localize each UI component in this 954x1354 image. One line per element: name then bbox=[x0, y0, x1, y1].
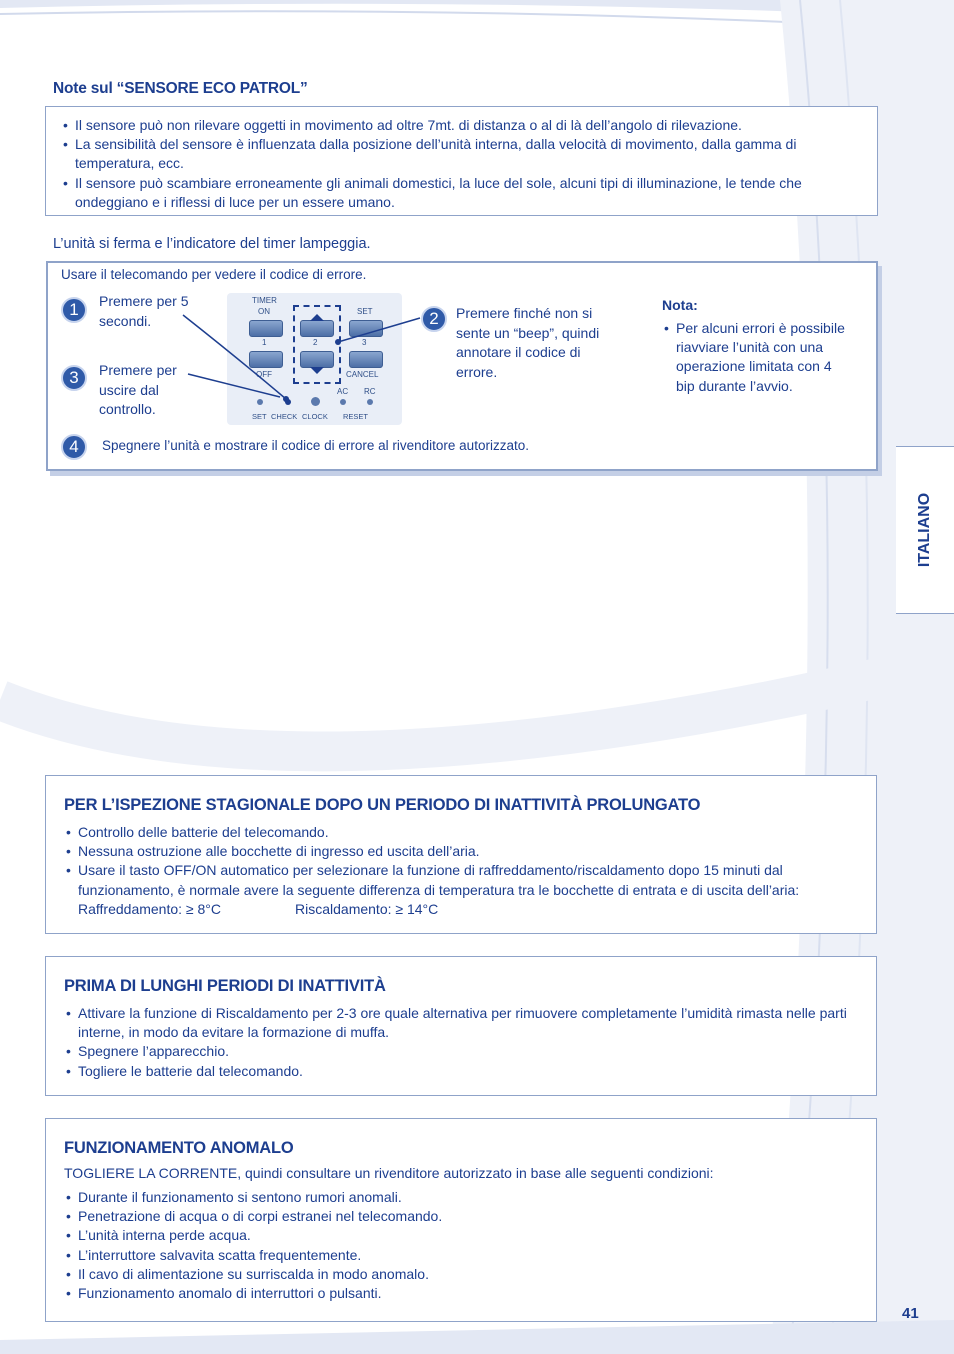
cooling-diff: Raffreddamento: ≥ 8°C bbox=[78, 900, 221, 917]
list-item: • Il sensore può non rilevare oggetti in movimento ad oltre 7mt. di distanza o al di là dell’angolo di rilevazione. bbox=[56, 116, 857, 135]
abnormal-list bbox=[64, 1188, 856, 1303]
list-item: • Usare il tasto OFF/ON automatico per selezionare la funzione di raffreddamento/riscaldamento dopo 15 minuti dal funzionamento, è normale avere la seguente differenza di temperatura tra le bocchette di entrata e di uscita dell’aria: bbox=[64, 861, 856, 899]
remote-label-1: 1 bbox=[262, 338, 267, 347]
remote-label-off: OFF bbox=[256, 370, 272, 379]
list-item: • L’interruttore salvavita scatta frequentemente. bbox=[64, 1246, 856, 1265]
list-item: • Togliere le batterie dal telecomando. bbox=[64, 1062, 856, 1081]
eco-patrol-title: Note sul “SENSORE ECO PATROL” bbox=[53, 80, 308, 97]
remote-label-bottom-set: SET bbox=[252, 412, 267, 421]
list-item: • Il cavo di alimentazione su surriscalda in modo anomalo. bbox=[64, 1265, 856, 1284]
list-item: • Nessuna ostruzione alle bocchette di ingresso ed uscita dell’aria. bbox=[64, 842, 856, 861]
abnormal-title: FUNZIONAMENTO ANOMALO bbox=[64, 1139, 294, 1157]
abnormal-intro: TOGLIERE LA CORRENTE, quindi consultare un rivenditore autorizzato in base alle seguenti condizioni: bbox=[64, 1165, 714, 1181]
remote-label-cancel: CANCEL bbox=[346, 370, 379, 379]
list-item: • Penetrazione di acqua o di corpi estranei nel telecomando. bbox=[64, 1207, 856, 1226]
list-item: • L’unità interna perde acqua. bbox=[64, 1226, 856, 1245]
long-inactivity-list bbox=[64, 1004, 856, 1081]
long-inactivity-title: PRIMA DI LUNGHI PERIODI DI INATTIVITÀ bbox=[64, 977, 386, 995]
remote-label-rc: RC bbox=[364, 387, 376, 396]
step-3-text: Premere per uscire dal controllo. bbox=[99, 362, 177, 417]
list-item: • Funzionamento anomalo di interruttori o pulsanti. bbox=[64, 1284, 856, 1303]
list-item: • Attivare la funzione di Riscaldamento per 2-3 ore quale alternativa per rimuovere completamente l’umidità rimasta nelle parti interne, in modo da evitare la formazione di muffa. bbox=[64, 1004, 856, 1042]
list-item: • Spegnere l’apparecchio. bbox=[64, 1042, 856, 1061]
step-4-badge: 4 bbox=[61, 434, 87, 460]
remote-label-bottom-check: CHECK bbox=[271, 412, 298, 421]
list-item: • La sensibilità del sensore è influenzata dalla posizione dell’unità interna, dalla velocità di movimento, dalla gamma di temperatura, ecc. bbox=[56, 135, 857, 173]
remote-label-bottom-clock: CLOCK bbox=[302, 412, 328, 421]
remote-label-bottom-reset: RESET bbox=[343, 412, 369, 421]
abnormal-operation-box bbox=[45, 1118, 877, 1322]
pointer-lines bbox=[0, 0, 954, 480]
step-3-badge: 3 bbox=[61, 365, 87, 391]
remote-label-2: 2 bbox=[313, 338, 318, 347]
timer-heading: L’unità si ferma e l’indicatore del timer lampeggia. bbox=[53, 236, 371, 252]
remote-label-timer: TIMER bbox=[252, 296, 277, 305]
seasonal-inspection-box bbox=[45, 775, 877, 934]
step-1-badge: 1 bbox=[61, 297, 87, 323]
heating-diff: Riscaldamento: ≥ 14°C bbox=[295, 900, 439, 917]
list-item: • Durante il funzionamento si sentono rumori anomali. bbox=[64, 1188, 856, 1207]
seasonal-list bbox=[64, 823, 856, 900]
language-tab bbox=[896, 446, 954, 614]
error-code-intro: Usare il telecomando per vedere il codice di errore. bbox=[61, 267, 367, 282]
step-4-text: Spegnere l’unità e mostrare il codice di errore al rivenditore autorizzato. bbox=[102, 438, 529, 453]
remote-label-3: 3 bbox=[362, 338, 367, 347]
list-item: • Il sensore può scambiare erroneamente gli animali domestici, la luce del sole, alcuni tipi di illuminazione, le tende che ondeggiano e i riflessi di luce per un essere umano. bbox=[56, 174, 857, 212]
remote-label-set: SET bbox=[357, 307, 373, 316]
remote-label-on: ON bbox=[258, 307, 270, 316]
seasonal-title: PER L’ISPEZIONE STAGIONALE DOPO UN PERIODO DI INATTIVITÀ PROLUNGATO bbox=[64, 796, 701, 814]
list-item: • Per alcuni errori è possibile riavviare l’unità con una operazione limitata con 4 bip durante l’avvio. bbox=[662, 319, 852, 396]
remote-label-ac: AC bbox=[337, 387, 349, 396]
step-2-badge: 2 bbox=[421, 306, 447, 332]
page-number: 41 bbox=[902, 1305, 919, 1322]
language-tab-label: ITALIANO bbox=[916, 492, 933, 568]
step-2-text: Premere finché non si sente un “beep”, quindi annotare il codice di errore. bbox=[456, 305, 600, 380]
nota-title: Nota: bbox=[662, 297, 698, 313]
long-inactivity-box bbox=[45, 956, 877, 1096]
step-1-text: Premere per 5 secondi. bbox=[99, 293, 189, 329]
list-item: • Controllo delle batterie del telecomando. bbox=[64, 823, 856, 842]
